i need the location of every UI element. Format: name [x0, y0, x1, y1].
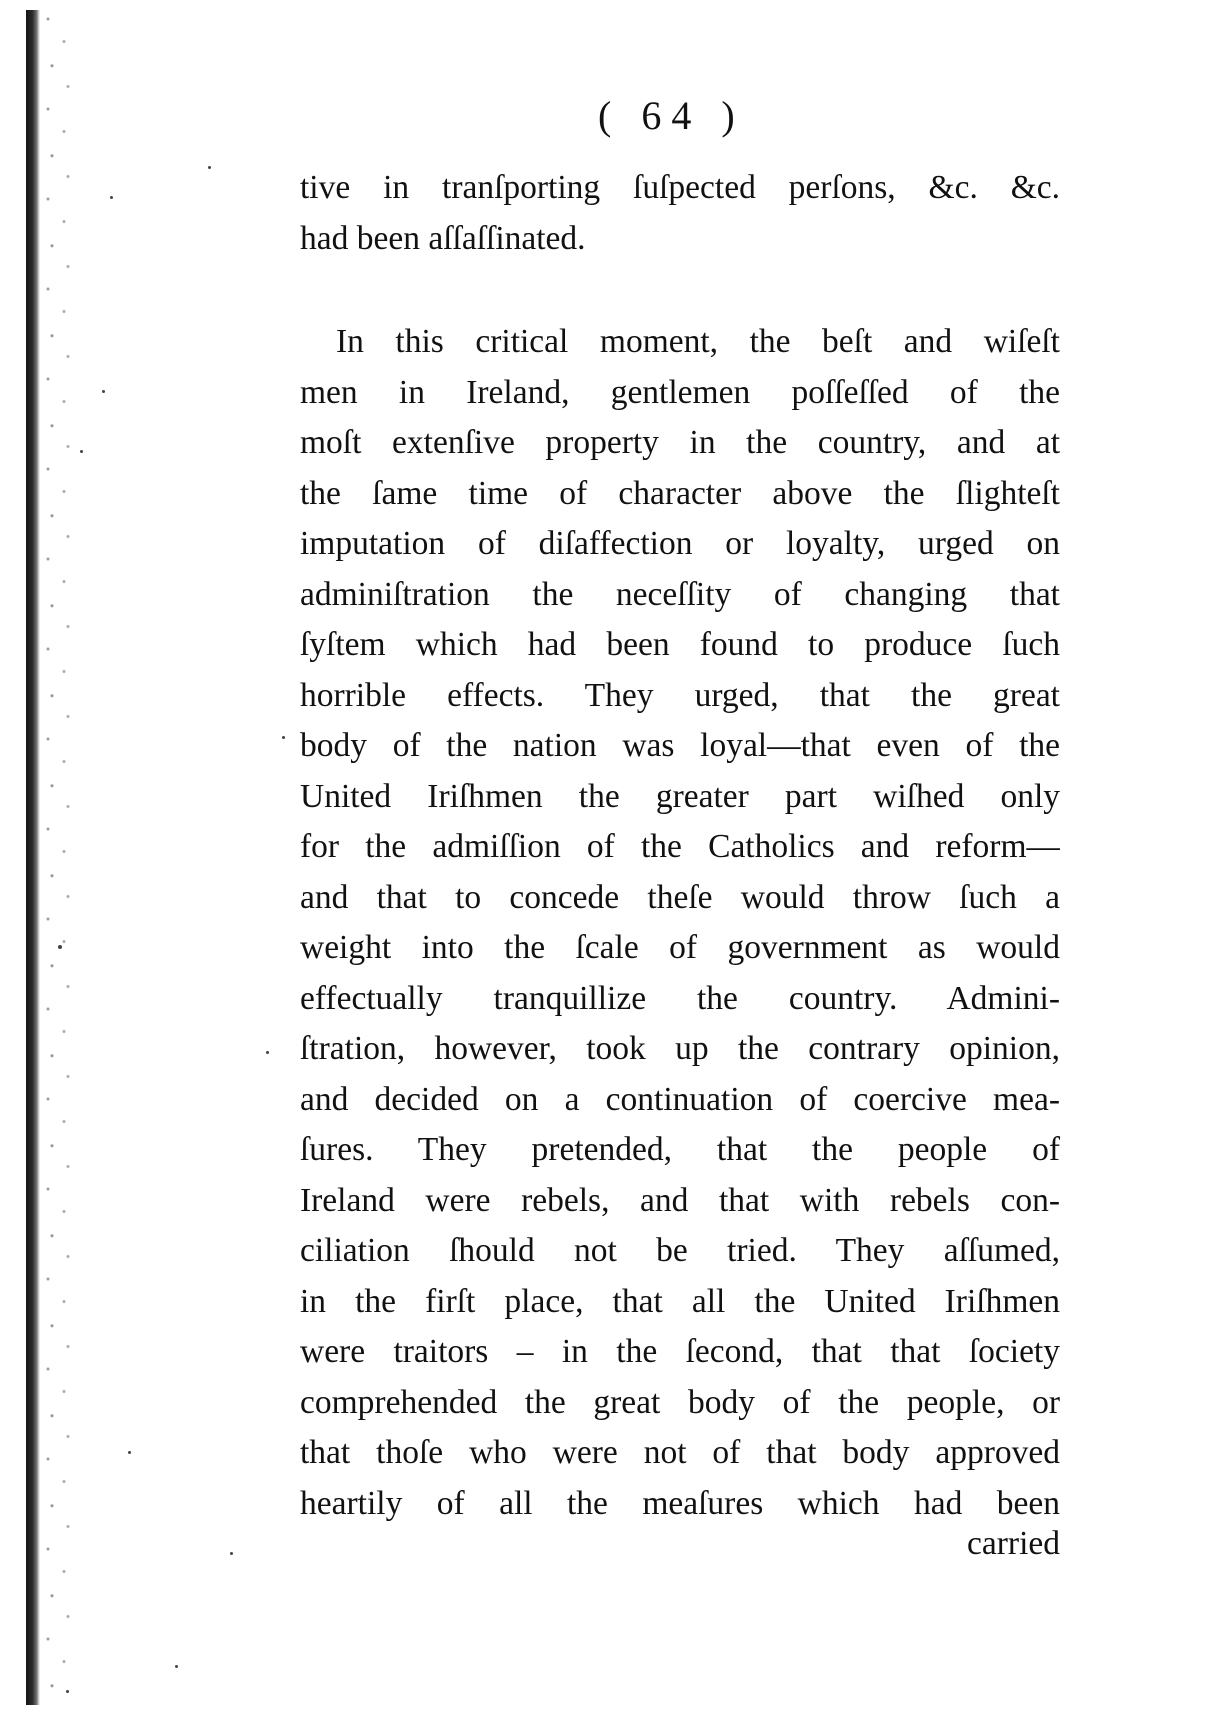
text-line: In this critical moment, the beſt and wiſeſt — [336, 323, 1060, 360]
text-line: and decided on a continuation of coercive mea- — [300, 1080, 1060, 1118]
text-line: ſyſtem which had been found to produce ſuch — [300, 626, 1060, 663]
text-line: imputation of diſaffection or loyalty, urged on — [300, 525, 1060, 562]
speck — [66, 1690, 69, 1693]
binding-gutter — [26, 10, 40, 1705]
speck — [128, 1451, 131, 1454]
speck — [102, 390, 105, 393]
text-line: and that to concede theſe would throw ſuch a — [300, 878, 1060, 916]
speck — [58, 945, 62, 949]
speck — [110, 196, 113, 199]
speck — [175, 1665, 178, 1668]
text-line: adminiſtration the neceſſity of changing that — [300, 575, 1060, 613]
text-line: tive in tranſporting ſuſpected perſons, &c. &c. — [300, 169, 1060, 206]
text-line: ciliation ſhould not be tried. They aſſumed, — [300, 1232, 1060, 1269]
speck — [208, 166, 211, 169]
text-line: heartily of all the meaſures which had been — [300, 1484, 1060, 1522]
text-line: the ſame time of character above the ſlighteſt — [300, 474, 1060, 512]
catchword: carried — [967, 1525, 1060, 1562]
text-line: effectually tranquillize the country. Admini- — [300, 979, 1060, 1017]
text-line: were traitors – in the ſecond, that that ſociety — [300, 1333, 1060, 1370]
text-line: body of the nation was loyal—that even of the — [300, 727, 1060, 764]
text-line: moſt extenſive property in the country, and at — [300, 424, 1060, 461]
text-line: ſtration, however, took up the contrary opinion, — [300, 1030, 1060, 1067]
speck — [230, 1552, 233, 1555]
text-line: ſures. They pretended, that the people of — [300, 1131, 1060, 1168]
text-line: comprehended the great body of the people, or — [300, 1383, 1060, 1421]
text-line: United Iriſhmen the greater part wiſhed only — [300, 777, 1060, 815]
speck — [266, 1051, 269, 1054]
paragraph-main — [300, 317, 1060, 1529]
text-line: had been aſſaſſinated. — [300, 219, 586, 257]
speck — [282, 736, 285, 739]
gutter-speckle — [40, 10, 80, 1705]
text-line: Ireland were rebels, and that with rebels con- — [300, 1181, 1060, 1219]
text-line: in the firſt place, that all the United Iriſhmen — [300, 1282, 1060, 1320]
text-line: horrible effects. They urged, that the great — [300, 676, 1060, 714]
paragraph-continuation — [300, 163, 1060, 264]
page-number: ( 64 ) — [598, 93, 745, 138]
speck — [80, 450, 83, 453]
text-line: weight into the ſcale of government as would — [300, 929, 1060, 966]
text-line: men in Ireland, gentlemen poſſeſſed of the — [300, 373, 1060, 411]
text-line: that thoſe who were not of that body approved — [300, 1434, 1060, 1471]
text-line: for the admiſſion of the Catholics and reform— — [300, 828, 1060, 865]
